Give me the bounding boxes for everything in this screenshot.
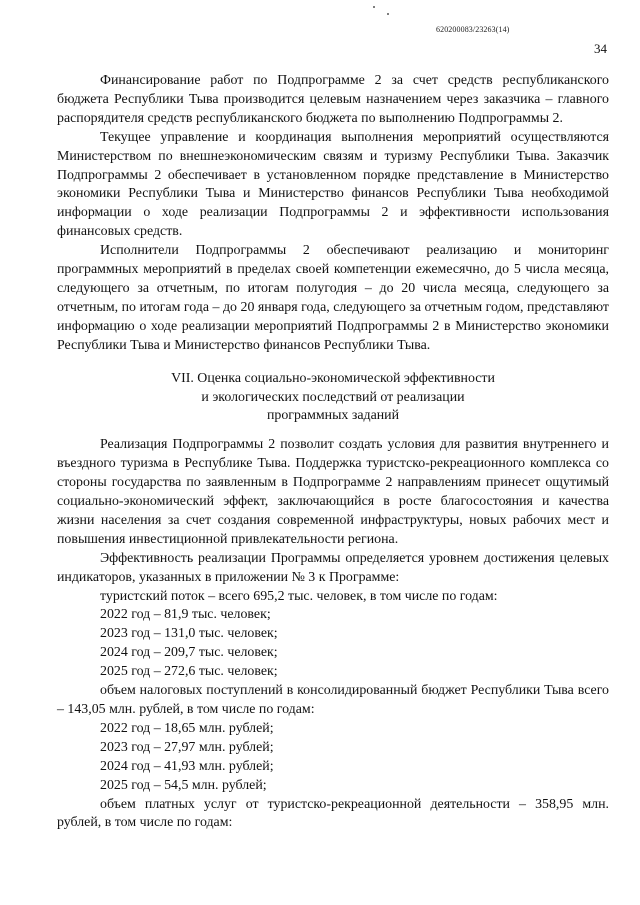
paragraph: объем налоговых поступлений в консолидированный бюджет Республики Тыва всего – 143,05 млн. рублей, в том числе по годам: — [57, 683, 609, 717]
tax-revenue-list — [57, 720, 609, 796]
list-item: 2023 год – 131,0 тыс. человек; — [100, 626, 278, 642]
section-title-line: программных заданий — [266, 408, 400, 424]
tourist-flow-list — [57, 588, 609, 683]
page-number: 34 — [594, 41, 607, 56]
page-content — [57, 72, 609, 833]
list-item: 2025 год – 54,5 млн. рублей; — [100, 777, 267, 793]
paragraph: Текущее управление и координация выполнения мероприятий осуществляются Министерством по внешнеэкономическим связям и туризму Республики Тыва. Заказчик Подпрограммы 2 обеспечивает в установленном порядке представление в Министерство экономики Республики Тыва и Министерство финансов Республики Тыва необходимой информации о ходе реализации Подпрограммы 2 и эффективности использования финансовых средств. — [57, 129, 609, 240]
paragraph: Финансирование работ по Подпрограмме 2 за счет средств республиканского бюджета Республики Тыва производится целевым назначением через заказчика – главного распорядителя средств республиканского бюджета по выполнению Подпрограммы 2. — [57, 73, 609, 126]
scan-speck — [387, 13, 389, 15]
paragraph: Исполнители Подпрограммы 2 обеспечивают реализацию и мониторинг программных мероприятий в пределах своей компетенции ежемесячно, до 5 числа месяца, следующего за отчетным, по итогам полугодия – до 20 числа месяца, следующего за отчетным, по итогам года – до 20 января года, следующего за отчетным годом, представляют информацию о ходе реализации мероприятий Подпрограммы 2 в Министерство экономики Республики Тыва и Министерство финансов Республики Тыва. — [57, 243, 609, 353]
list-item: 2023 год – 27,97 млн. рублей; — [100, 739, 274, 755]
paragraph: Эффективность реализации Программы определяется уровнем достижения целевых индикаторов, указанных в приложении № 3 к Программе: — [57, 550, 609, 585]
section-title-line: VII. Оценка социально-экономической эффективности — [171, 370, 495, 386]
paragraph: Реализация Подпрограммы 2 позволит создать условия для развития внутреннего и въездного туризма в Республике Тыва. Поддержка туристско-рекреационного комплекса со стороны государства по заявленным в Подпрограмме 2 направлениям принесет ощутимый социально-экономический эффект, заключающийся в росте благосостояния и качества жизни населения за счет создания современной инфраструктуры, новых рабочих мест и повышения инвестиционной привлекательности региона. — [57, 437, 609, 547]
list-item: 2022 год – 18,65 млн. рублей; — [100, 720, 274, 736]
list-item: 2022 год – 81,9 тыс. человек; — [100, 607, 271, 623]
document-id: 620200083/23263(14) — [436, 25, 510, 34]
list-item: 2024 год – 209,7 тыс. человек; — [100, 645, 278, 661]
list-item: 2025 год – 272,6 тыс. человек; — [100, 664, 278, 680]
section-title-line: и экологических последствий от реализации — [201, 389, 465, 405]
scan-speck — [373, 6, 375, 8]
list-item: 2024 год – 41,93 млн. рублей; — [100, 758, 274, 774]
paragraph: объем платных услуг от туристско-рекреационной деятельности – 358,95 млн. рублей, в том числе по годам: — [57, 796, 609, 831]
section-title — [57, 370, 609, 427]
list-intro: туристский поток – всего 695,2 тыс. человек, в том числе по годам: — [100, 588, 498, 604]
